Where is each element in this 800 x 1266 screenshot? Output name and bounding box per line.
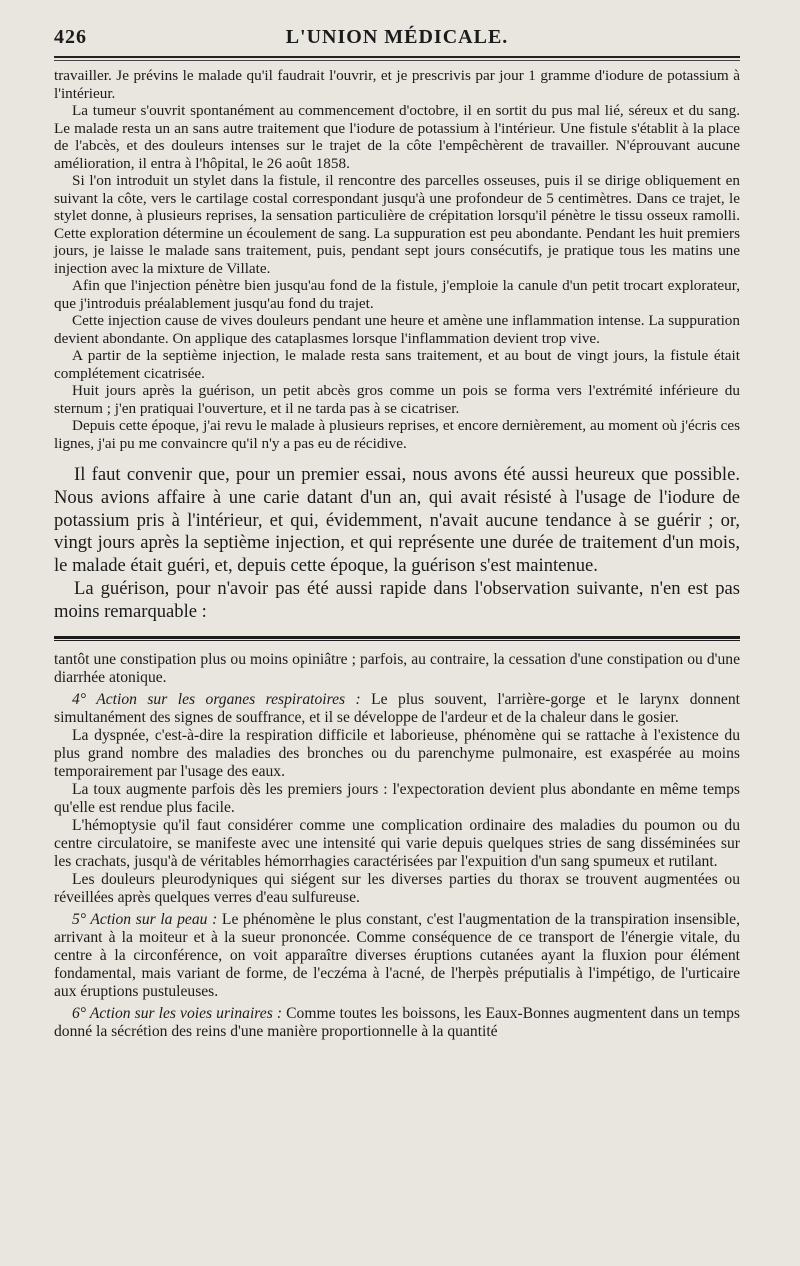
case-paragraph: Depuis cette époque, j'ai revu le malade à plusieurs reprises, et encore dernièrement, au moment où j'écris ces lignes, j'ai pu me convaincre qu'il n'y a pas eu de récidive. (54, 417, 740, 452)
case-report (54, 67, 740, 452)
section-heading: 6° Action sur les voies urinaires : (72, 1004, 283, 1022)
section-text: Le plus souvent, l'arrière-gorge et le larynx donnent simultanément des signes de souffrance, et il se développe de l'ardeur et de la chaleur dans le gosier. (54, 690, 740, 726)
feuilleton-separator (54, 636, 740, 639)
header-rule (54, 56, 740, 58)
header-rule-thin (54, 60, 740, 61)
case-paragraph: A partir de la septième injection, le malade resta sans traitement, et au bout de vingt jours, la fistule était complétement cicatrisée. (54, 347, 740, 382)
feuilleton-paragraph: La dyspnée, c'est-à-dire la respiration difficile et laborieuse, phénomène qui se rattache à l'existence du plus grand nombre des maladies des bronches ou du parenchyme pulmonaire, est exaspérée au moins temporairement par l'usage des eaux. (54, 726, 740, 780)
case-paragraph: Afin que l'injection pénètre bien jusqu'au fond de la fistule, j'emploie la canule d'un petit trocart explorateur, que j'introduis préalablement jusqu'au fond du trajet. (54, 277, 740, 312)
main-text (54, 464, 740, 624)
feuilleton-paragraph (54, 691, 740, 727)
case-paragraph: travailler. Je prévins le malade qu'il faudrait l'ouvrir, et je prescrivis par jour 1 gramme d'iodure de potassium à l'intérieur. (54, 67, 740, 102)
journal-title: L'UNION MÉDICALE. (285, 26, 509, 48)
feuilleton-paragraph: La toux augmente parfois dès les premiers jours : l'expectoration devient plus abondante en même temps qu'elle est rendue plus facile. (54, 780, 740, 816)
feuilleton-paragraph: tantôt une constipation plus ou moins opiniâtre ; parfois, au contraire, la cessation d'une constipation ou d'une diarrhée atonique. (54, 650, 740, 686)
feuilleton (54, 651, 740, 1041)
case-paragraph: Si l'on introduit un stylet dans la fistule, il rencontre des parcelles osseuses, puis il se dirige obliquement en suivant la côte, vers le cartilage costal correspondant jusqu'à une profondeur de 5 centimètres. Dans ce trajet, le stylet donne, à plusieurs reprises, la sensation particulière de crépitation lorsqu'il pénètre le tissu osseux ramolli. Cette exploration détermine un écoulement de sang. La suppuration est peu abondante. Pendant les huit premiers jours, je laisse le malade sans traitement, puis, pendant sept jours consécutifs, je pratique tous les matins une injection avec la mixture de Villate. (54, 172, 740, 277)
section-text: Comme toutes les boissons, les Eaux-Bonnes augmentent dans un temps donné la sécrétion des reins d'une manière proportionnelle à la quantité (54, 1004, 740, 1040)
main-paragraph: Il faut convenir que, pour un premier essai, nous avons été aussi heureux que possible. Nous avions affaire à une carie datant d'un an, qui avait résisté à l'usage de l'iodure de potassium pris à l'intérieur, et qui, évidemment, n'avait aucune tendance à se guérir ; or, vingt jours après la septième injection, et qui représente une durée de traitement d'un mois, le malade était guéri, et, depuis cette époque, la guérison s'est maintenue. (54, 464, 740, 577)
feuilleton-paragraph: Les douleurs pleurodyniques qui siégent sur les diverses parties du thorax se trouvent augmentées ou réveillées après quelques verres d'eau sulfureuse. (54, 870, 740, 906)
case-paragraph: La tumeur s'ouvrit spontanément au commencement d'octobre, il en sortit du pus mal lié, séreux et du sang. Le malade resta un an sans autre traitement que l'iodure de potassium à l'intérieur. Une fistule s'établit à la place de l'abcès, et des douleurs intenses sur le trajet de la côte l'empêchèrent de travailler. N'éprouvant aucune amélioration, il entra à l'hôpital, le 26 août 1858. (54, 102, 740, 172)
feuilleton-paragraph (54, 1005, 740, 1041)
page-number: 426 (54, 26, 87, 48)
feuilleton-paragraph (54, 911, 740, 1001)
section-heading: 5° Action sur la peau : (72, 910, 218, 928)
main-paragraph: La guérison, pour n'avoir pas été aussi rapide dans l'observation suivante, n'en est pas moins remarquable : (54, 577, 740, 622)
case-paragraph: Cette injection cause de vives douleurs pendant une heure et amène une inflammation intense. La suppuration devient abondante. On applique des cataplasmes lorsque l'inflammation devient trop vive. (54, 312, 740, 347)
case-paragraph: Huit jours après la guérison, un petit abcès gros comme un pois se forma vers l'extrémité inférieure du sternum ; j'en pratiquai l'ouverture, et il ne tarda pas à se cicatriser. (54, 382, 740, 417)
feuilleton-separator-thin (54, 640, 740, 641)
feuilleton-paragraph: L'hémoptysie qu'il faut considérer comme une complication ordinaire des maladies du poumon ou du centre circulatoire, se manifeste avec une intensité qui varie depuis quelques stries de sang disséminées sur les crachats, jusqu'à de véritables hémorrhagies caractérisées par l'expuition d'un sang spumeux et rutilant. (54, 816, 740, 870)
section-heading: 4° Action sur les organes respiratoires : (72, 690, 361, 708)
running-header (54, 20, 740, 50)
section-text: Le phénomène le plus constant, c'est l'augmentation de la transpiration insensible, arrivant à la moiteur et à la sueur prononcée. Comme conséquence de ce transport de l'énergie vitale, du centre à la circonférence, on voit apparaître diverses éruptions cutanées ayant la fluxion pour élément fondamental, mais variant de forme, de l'eczéma à l'acné, de l'herpès préputialis à l'impétigo, de l'urticaire aux éruptions pustuleuses. (54, 910, 740, 1000)
